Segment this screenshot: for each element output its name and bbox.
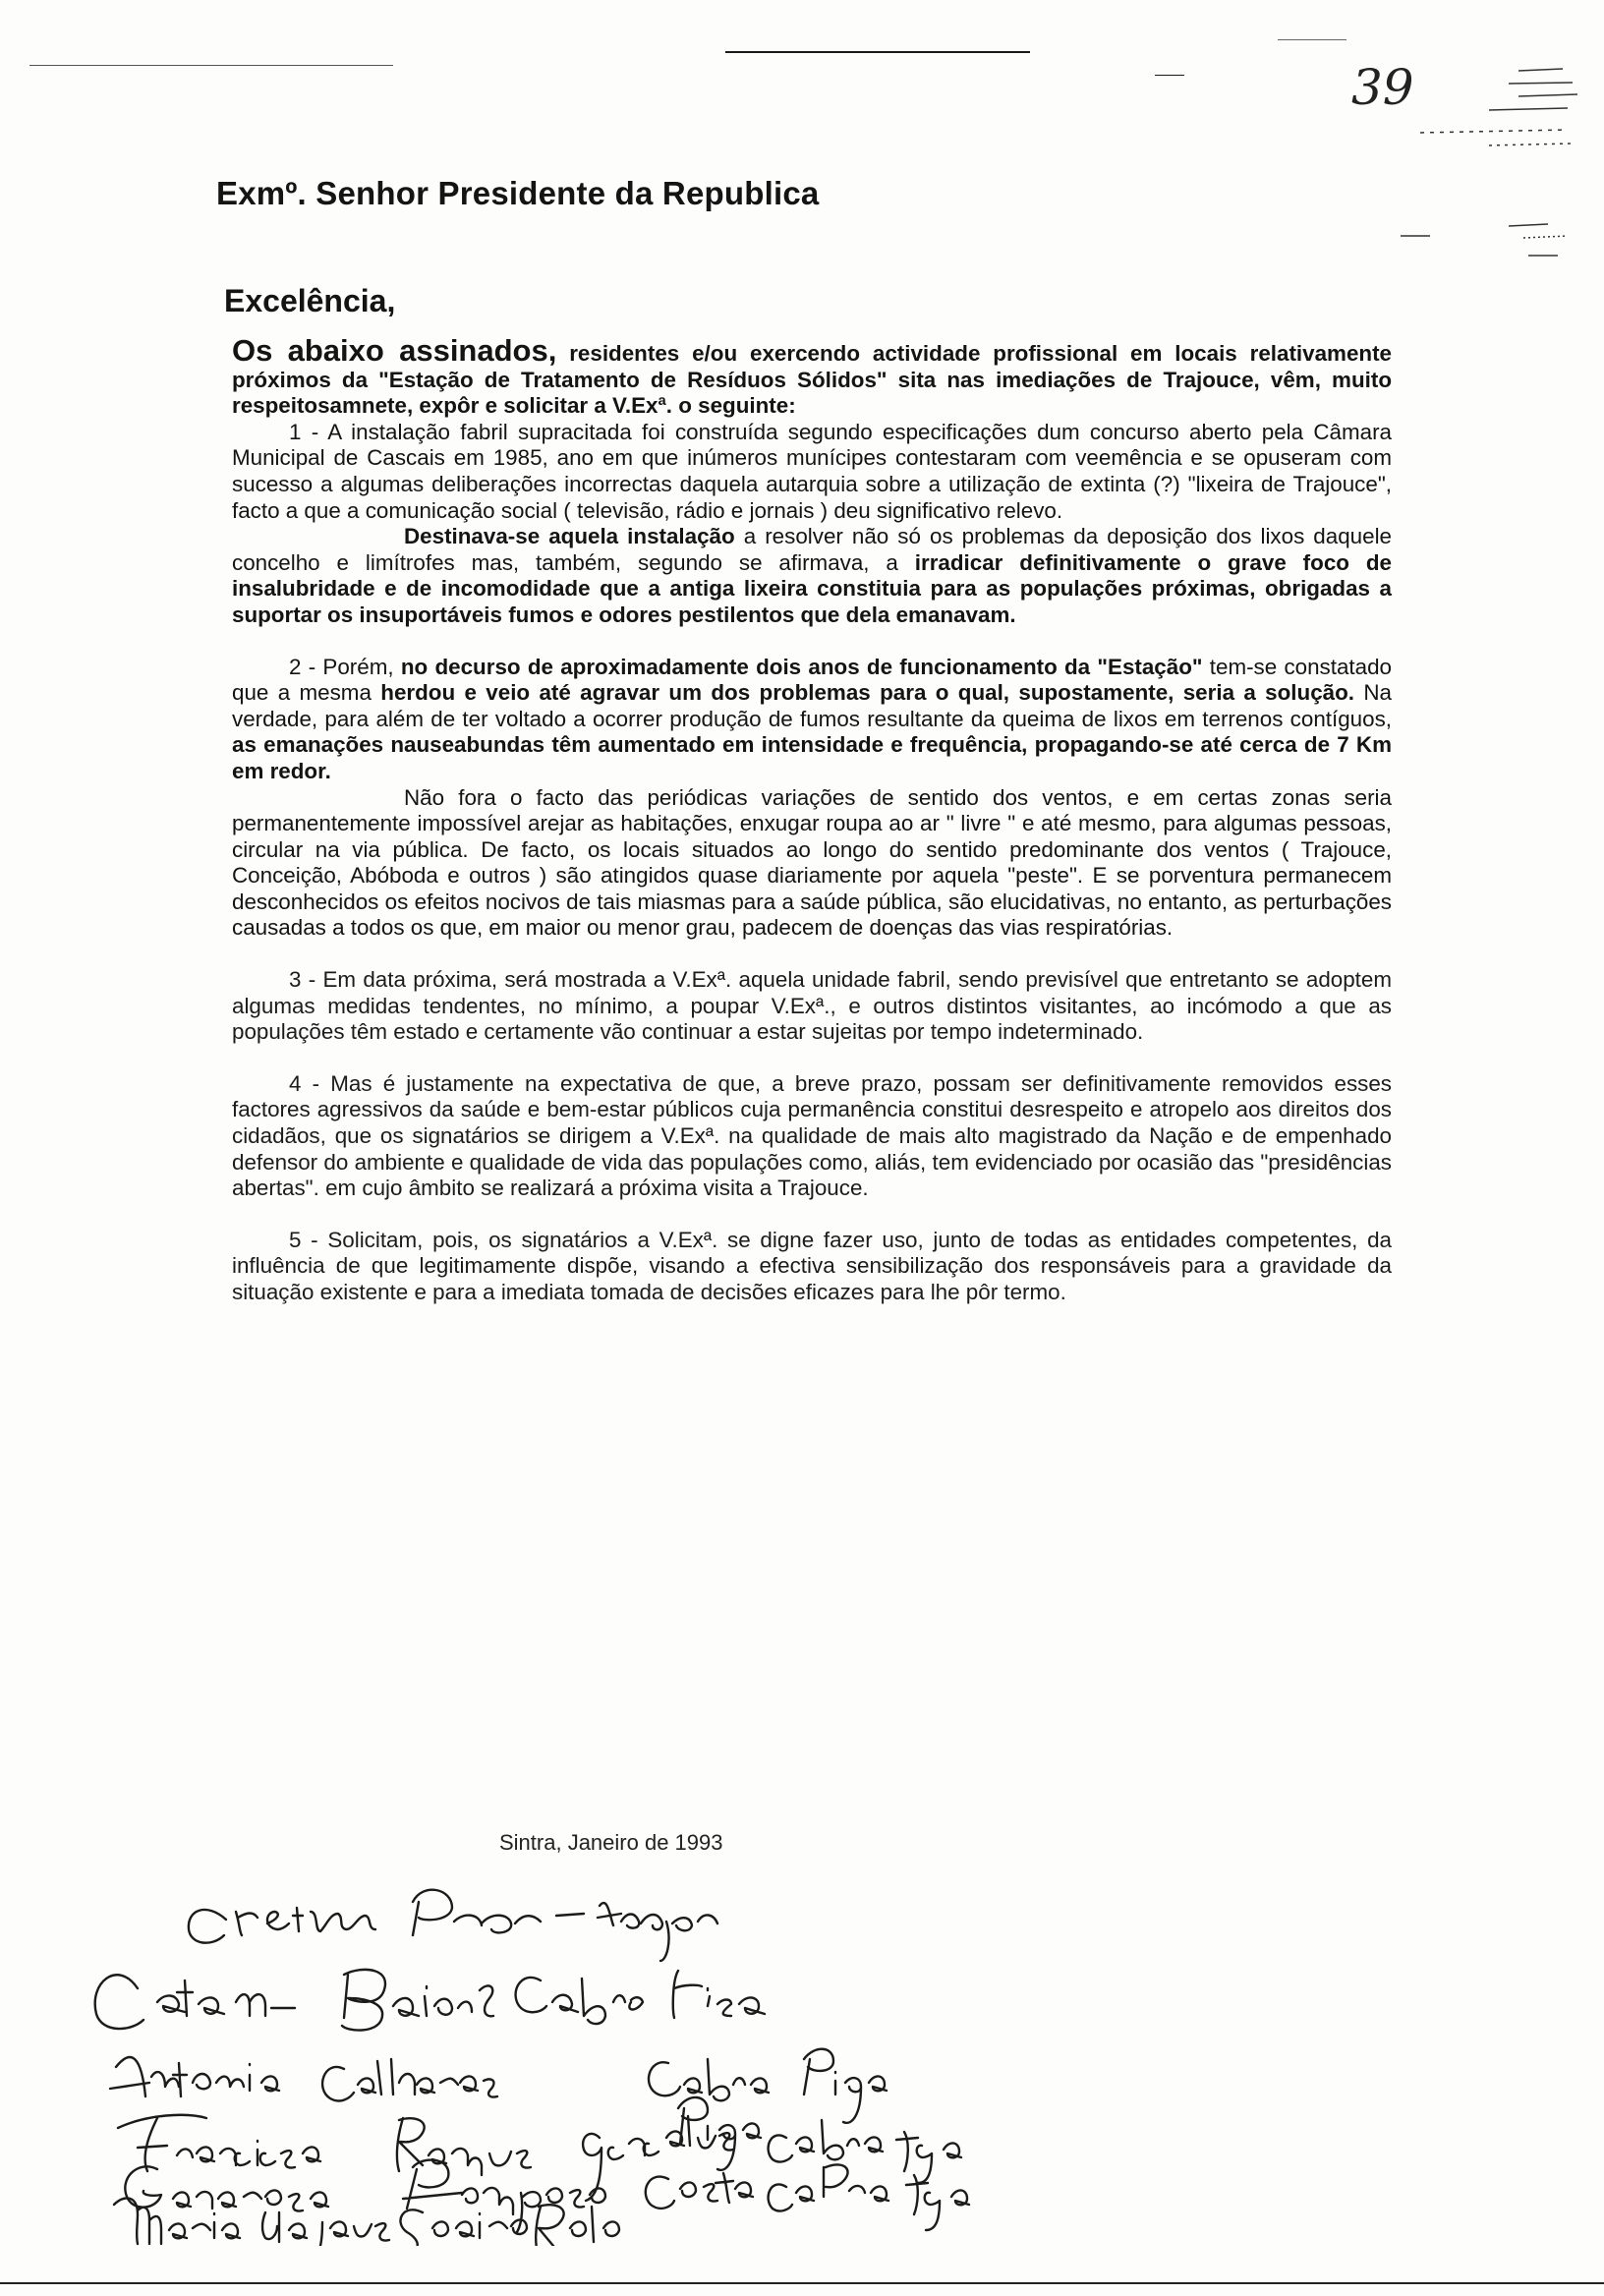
scan-line-bottom — [0, 2282, 1604, 2284]
paragraph-1a: 1 - A instalação fabril supracitada foi construída segundo especificações dum concurso aberto pela Câmara Municipal de Cascais em 1985, ano em que inúmeros munícipes contestaram com veemência e se opuseram com sucesso a algumas deliberações incorrectas daquela autarquia sobre a utilização de extinta (?) "lixeira de Trajouce", facto a que a comunicação social ( televisão, rádio e jornais ) deu significativo relevo. — [232, 419, 1392, 523]
intro-paragraph — [232, 333, 1392, 420]
handwritten-signatures — [79, 1872, 1356, 2246]
intro-lead: Os abaixo assinados, — [232, 333, 557, 368]
scan-line-top-center — [725, 51, 1030, 53]
letter-body — [232, 333, 1393, 1306]
paragraph-5: 5 - Solicitam, pois, os signatários a V.Exª. se digne fazer uso, junto de todas as entidades competentes, da influência de que legitimamente dispõe, visando a efectiva sensibilização dos responsáveis para a gravidade da situação existente e para a imediata tomada de decisões eficazes para lhe pôr termo. — [232, 1227, 1392, 1304]
p2-s4: herdou e veio até agravar um dos problemas para o qual, supostamente, seria a solução. — [380, 680, 1355, 706]
p2-s5: Na verdade, para além de ter voltado a ocorrer produção de fumos resultante da queima de lixos em terrenos contíguos, — [232, 680, 1392, 731]
page-number: 39 — [1351, 59, 1414, 116]
scan-line-top-left — [29, 65, 393, 66]
p2-s3: tem-se constatado que a mesma — [232, 654, 1393, 706]
scan-line-top-right2 — [1278, 39, 1346, 40]
intro-rest: residentes e/ou exercendo actividade profissional em locais relativamente próximos da "Estação de Tratamento de Resíduos Sólidos" sita nas imediações de Trajouce, vêm, muito respeitosamnete, expôr e solicitar a V.Exª. o seguinte: — [232, 341, 1392, 419]
p2-s1: 2 - Porém, — [289, 654, 401, 679]
p2-s6: as emanações nauseabundas têm aumentado em intensidade e frequência, propagando-se até cerca de 7 Km em redor. — [232, 732, 1392, 783]
salutation: Exmº. Senhor Presidente da Republica — [216, 175, 820, 211]
greeting: Excelência, — [224, 283, 396, 318]
paragraph-1b — [232, 524, 1392, 628]
paragraph-4: 4 - Mas é justamente na expectativa de que, a breve prazo, possam ser definitivamente removidos esses factores agressivos da saúde e bem-estar públicos cuja permanência constitui desrespeito e atropelo aos direitos dos cidadãos, que os signatários se dirigem a V.Exª. na qualidade de mais alto magistrado da Nação e de empenhado defensor do ambiente e qualidade de vida das populações como, aliás, tem evidenciado por ocasião das "presidências abertas". em cujo âmbito se realizará a próxima visita a Trajouce. — [232, 1070, 1392, 1201]
paragraph-3: 3 - Em data próxima, será mostrada a V.Exª. aquela unidade fabril, sendo previsível que entretanto se adoptem algumas medidas tendentes, no mínimo, a poupar V.Exª., e outros distintos visitantes, ao incómodo a que as populações têm estado e certamente vão continuar a estar sujeitas por tempo indeterminado. — [232, 967, 1392, 1045]
signatures-block — [79, 1872, 1356, 2246]
place-date: Sintra, Janeiro de 1993 — [499, 1830, 723, 1855]
p2-s2: no decurso de aproximadamente dois anos de funcionamento da "Estação" — [400, 654, 1203, 679]
p1b-plain: a resolver não só os problemas da deposição dos lixos daquele concelho e limítrofes mas, também, segundo se afirmava, a — [232, 524, 1392, 575]
scan-line-top-right — [1155, 75, 1184, 76]
p1b-bold-1: Destinava-se aquela instalação — [404, 524, 735, 549]
paragraph-2b: Não fora o facto das periódicas variações de sentido dos ventos, e em certas zonas seria permanentemente impossível arejar as habitações, enxugar roupa ao ar " livre " e até mesmo, para algumas pessoas, circular na via pública. De facto, os locais situados ao longo do sentido predominante dos ventos ( Trajouce, Conceição, Abóboda e outros ) são atingidos quase diariamente por aquela "peste". E se porventura permanecem desconhecidos os efeitos nocivos de tais miasmas para a saúde pública, são elucidativas, no entanto, as perturbações causadas a todos os que, em maior ou menor grau, padecem de doenças das vias respiratórias. — [232, 784, 1392, 941]
paragraph-2 — [232, 655, 1392, 785]
margin-noise-marks — [1371, 39, 1587, 275]
p1b-bold-2: irradicar definitivamente o grave foco de insalubridade e de incomodidade que a antiga lixeira constituia para as populações próximas, obrigadas a suportar os insuportáveis fumos e odores pestilentos que dela emanavam. — [232, 549, 1392, 627]
